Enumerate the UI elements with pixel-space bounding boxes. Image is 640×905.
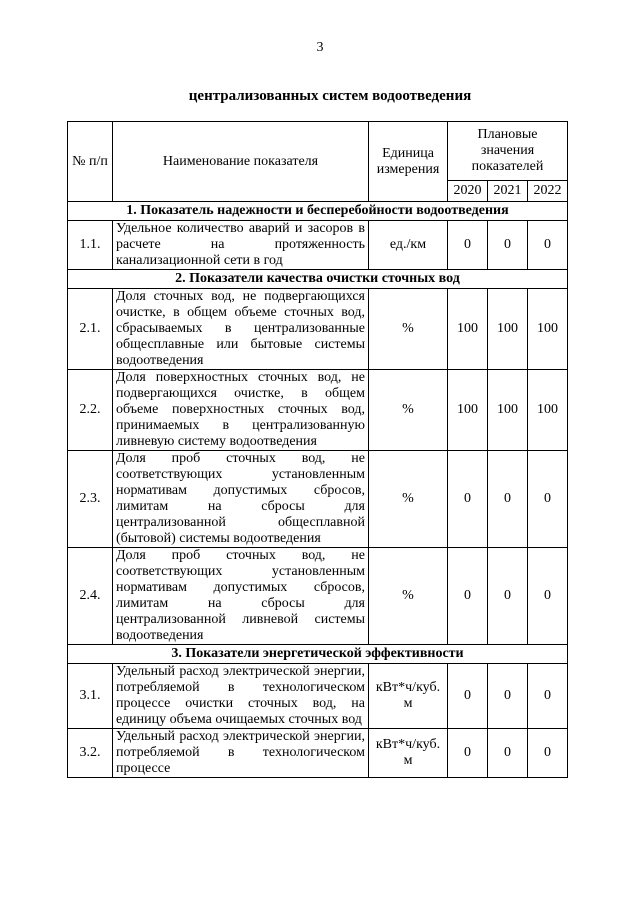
row-number: 2.1. bbox=[68, 289, 113, 370]
section-row bbox=[68, 270, 568, 289]
indicator-unit: % bbox=[369, 548, 448, 645]
page-number: 3 bbox=[316, 40, 324, 55]
value-cell: 0 bbox=[528, 451, 568, 548]
value-cell: 100 bbox=[528, 289, 568, 370]
value-cell: 0 bbox=[528, 664, 568, 729]
table-row bbox=[68, 370, 568, 451]
row-number: 3.2. bbox=[68, 729, 113, 778]
value-cell: 0 bbox=[528, 729, 568, 778]
row-number: 2.3. bbox=[68, 451, 113, 548]
value-cell: 0 bbox=[448, 548, 488, 645]
value-cell: 0 bbox=[448, 451, 488, 548]
row-number: 2.4. bbox=[68, 548, 113, 645]
header-planned-values: Плановые значения показателей bbox=[448, 122, 568, 181]
header-year: 2020 bbox=[448, 181, 488, 202]
document-title: централизованных систем водоотведения bbox=[188, 88, 472, 104]
indicator-unit: % bbox=[369, 289, 448, 370]
value-cell: 100 bbox=[448, 370, 488, 451]
indicator-name: Доля поверхностных сточных вод, не подвергающихся очистке, в общем объеме поверхностных сточных вод, принимаемых в централизованную ливневую систему водоотведения bbox=[113, 370, 369, 451]
header-unit: Единица измерения bbox=[369, 122, 448, 202]
row-number: 2.2. bbox=[68, 370, 113, 451]
section-title: 2. Показатели качества очистки сточных вод bbox=[68, 270, 568, 289]
indicators-table bbox=[67, 121, 568, 778]
section-title: 3. Показатели энергетической эффективности bbox=[68, 645, 568, 664]
value-cell: 100 bbox=[488, 370, 528, 451]
value-cell: 0 bbox=[448, 221, 488, 270]
indicator-name: Удельный расход электрической энергии, потребляемой в технологическом процессе bbox=[113, 729, 369, 778]
header-number: № п/п bbox=[68, 122, 113, 202]
table-row bbox=[68, 548, 568, 645]
value-cell: 0 bbox=[488, 451, 528, 548]
row-number: 3.1. bbox=[68, 664, 113, 729]
value-cell: 100 bbox=[448, 289, 488, 370]
header-year: 2022 bbox=[528, 181, 568, 202]
value-cell: 0 bbox=[528, 548, 568, 645]
indicator-name: Доля проб сточных вод, не соответствующих установленным нормативам допустимых сбросов, лимитам на сбросы для централизованной ливневой системы водоотведения bbox=[113, 548, 369, 645]
value-cell: 0 bbox=[448, 729, 488, 778]
section-title: 1. Показатель надежности и бесперебойности водоотведения bbox=[68, 202, 568, 221]
value-cell: 0 bbox=[488, 664, 528, 729]
indicator-name: Доля проб сточных вод, не соответствующих установленным нормативам допустимых сбросов, лимитам на сбросы для централизованной общесплавной (бытовой) системы водоотведения bbox=[113, 451, 369, 548]
value-cell: 100 bbox=[528, 370, 568, 451]
table-row bbox=[68, 729, 568, 778]
header-name: Наименование показателя bbox=[113, 122, 369, 202]
indicator-unit: % bbox=[369, 451, 448, 548]
section-row bbox=[68, 645, 568, 664]
row-number: 1.1. bbox=[68, 221, 113, 270]
value-cell: 0 bbox=[488, 548, 528, 645]
value-cell: 0 bbox=[448, 664, 488, 729]
indicator-unit: % bbox=[369, 370, 448, 451]
indicator-name: Удельный расход электрической энергии, потребляемой в технологическом процессе очистки сточных вод, на единицу объема очищаемых сточных вод bbox=[113, 664, 369, 729]
indicator-unit: кВт*ч/куб. м bbox=[369, 729, 448, 778]
value-cell: 100 bbox=[488, 289, 528, 370]
value-cell: 0 bbox=[488, 729, 528, 778]
value-cell: 0 bbox=[528, 221, 568, 270]
header-year: 2021 bbox=[488, 181, 528, 202]
section-row bbox=[68, 202, 568, 221]
indicator-name: Доля сточных вод, не подвергающихся очистке, в общем объеме сточных вод, сбрасываемых в централизованные общесплавные или бытовые системы водоотведения bbox=[113, 289, 369, 370]
indicator-unit: кВт*ч/куб. м bbox=[369, 664, 448, 729]
table-header-row bbox=[68, 122, 568, 181]
indicator-name: Удельное количество аварий и засоров в расчете на протяженность канализационной сети в год bbox=[113, 221, 369, 270]
value-cell: 0 bbox=[488, 221, 528, 270]
indicator-unit: ед./км bbox=[369, 221, 448, 270]
table-row bbox=[68, 289, 568, 370]
table-row bbox=[68, 664, 568, 729]
table-row bbox=[68, 451, 568, 548]
table-row bbox=[68, 221, 568, 270]
